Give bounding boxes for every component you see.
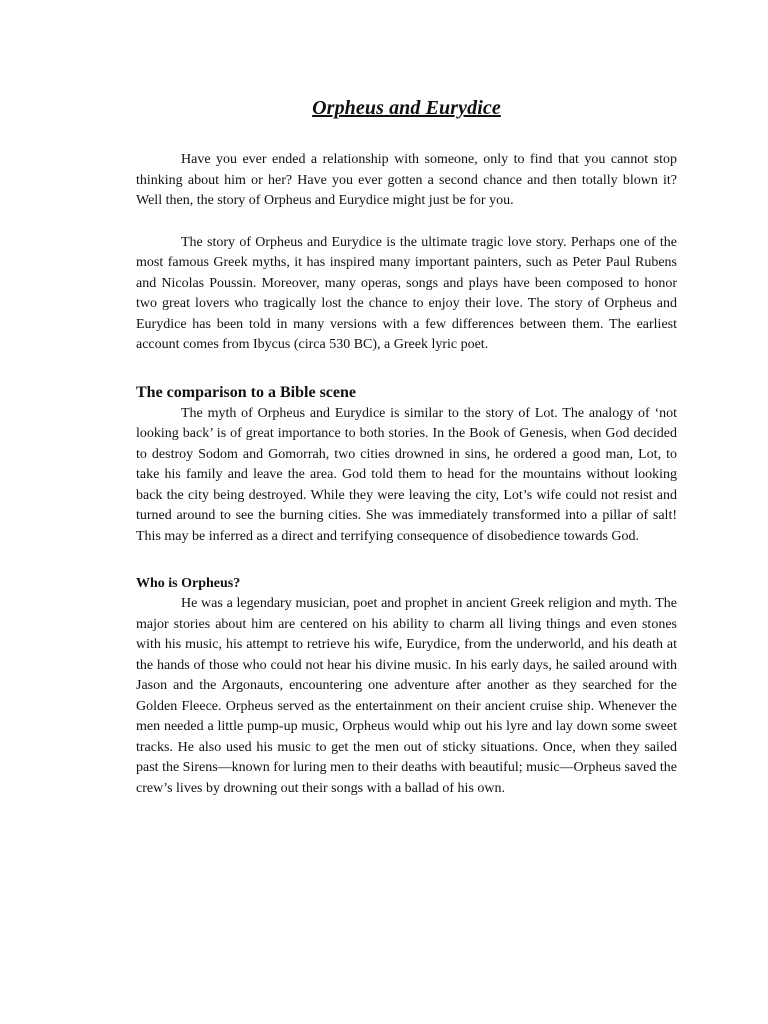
document-body	[136, 94, 677, 799]
who-is-orpheus-paragraph: He was a legendary musician, poet and prophet in ancient Greek religion and myth. The major stories about him are centered on his ability to charm all living things and even stones with his music, his attempt to retrieve his wife, Eurydice, from the underworld, and his death at the hands of those who could not hear his divine music. In his early days, he sailed around with Jason and the Argonauts, encountering one adventure after another as they searched for the Golden Fleece. Orpheus served as the entertainment on their ancient cruise ship. Whenever the men needed a little pump-up music, Orpheus would whip out his lyre and lay down some sweet tracks. He also used his music to get the men out of sticky situations. Once, when they sailed past the Sirens—known for luring men to their deaths with beautiful; music—Orpheus saved the crew’s lives by drowning out their songs with a ballad of his own.	[136, 596, 677, 796]
bible-comparison-heading: The comparison to a Bible scene	[136, 383, 356, 401]
story-paragraph: The story of Orpheus and Eurydice is the ultimate tragic love story. Perhaps one of the most famous Greek myths, it has inspired many important painters, such as Peter Paul Rubens and Nicolas Poussin. Moreover, many operas, songs and plays have been composed to honor two great lovers who tragically lost the chance to enjoy their love. The story of Orpheus and Eurydice has been told in many versions with a few differences between them. The earliest account comes from Ibycus (circa 530 BC), a Greek lyric poet.	[136, 234, 677, 352]
intro-paragraph: Have you ever ended a relationship with someone, only to find that you cannot stop thinking about him or her? Have you ever gotten a second chance and then totally blown it? Well then, the story of Orpheus and Eurydice might just be for you.	[136, 152, 677, 208]
document-title: Orpheus and Eurydice	[312, 97, 501, 119]
bible-comparison-paragraph: The myth of Orpheus and Eurydice is similar to the story of Lot. The analogy of ‘not looking back’ is of great importance to both stories. In the Book of Genesis, when God decided to destroy Sodom and Gomorrah, two cities drowned in sins, he ordered a good man, Lot, to take his family and leave the area. God told them to head for the mountains without looking back the city being destroyed. While they were leaving the city, Lot’s wife could not resist and turned around to see the burning cities. She was immediately transformed into a pillar of salt! This may be inferred as a direct and terrifying consequence of disobedience towards God.	[136, 405, 677, 544]
who-is-orpheus-heading: Who is Orpheus?	[136, 576, 241, 591]
